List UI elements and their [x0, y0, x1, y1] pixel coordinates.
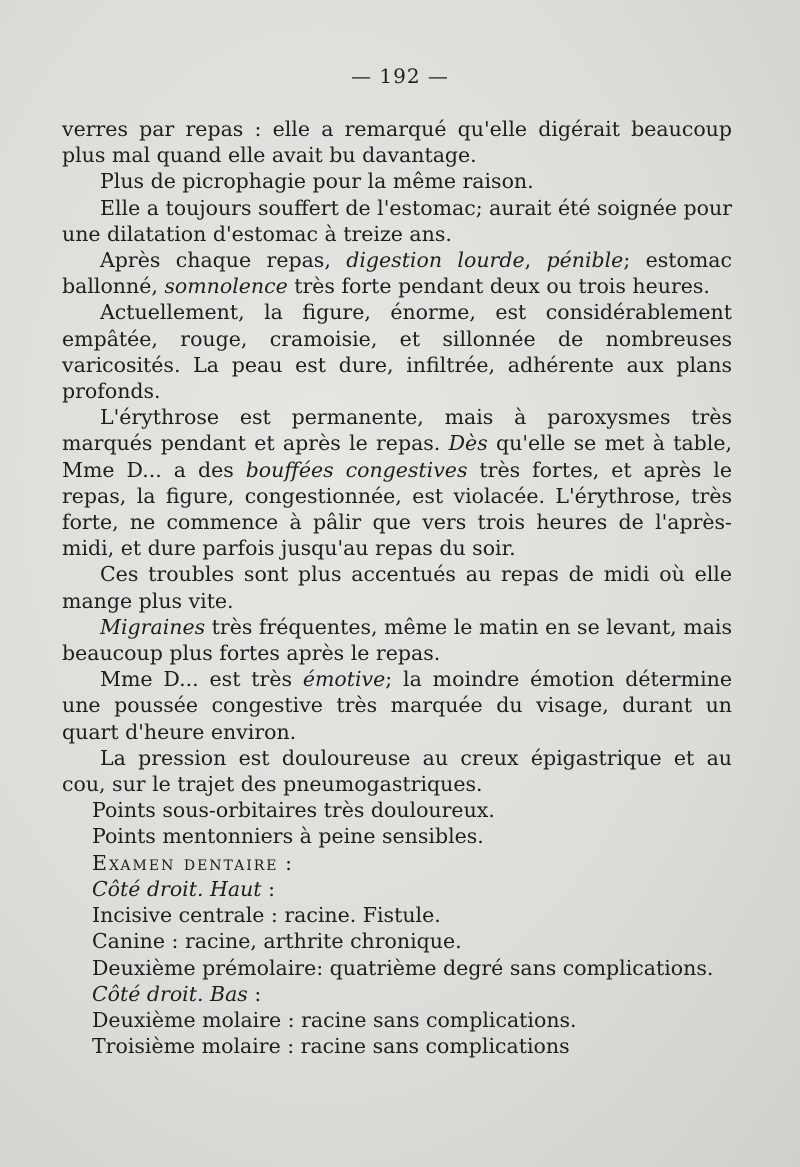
paragraph [62, 299, 732, 404]
paragraph [62, 850, 732, 876]
text-run: verres par repas : elle a remarqué qu'elle digérait beaucoup plus mal quand elle avait bu davantage. [62, 117, 732, 168]
italic-text: pénible [546, 248, 624, 273]
text-run: Actuellement, la figure, énorme, est considérablement empâtée, rouge, cramoisie, et sillonnée de nombreuses varicosités. La peau est dure, infiltrée, adhérente aux plans profonds. [62, 300, 732, 404]
text-run: Deuxième prémolaire: quatrième degré sans complications. [92, 955, 714, 980]
body-text [62, 116, 732, 1059]
paragraph [62, 1007, 732, 1033]
paragraph [62, 876, 732, 902]
text-run: Elle a toujours souffert de l'estomac; aurait été soignée pour une dilatation d'estomac à treize ans. [62, 195, 732, 246]
text-run: Mme D... est très [100, 667, 303, 692]
italic-text: Dès [448, 431, 488, 456]
italic-text: Côté droit. Bas [92, 981, 248, 1006]
paragraph [62, 823, 732, 849]
text-run: Points sous-orbitaires très douloureux. [92, 798, 495, 823]
text-run: très fréquentes, même le matin en se levant, mais beaucoup plus fortes après le repas. [62, 614, 732, 666]
italic-text: émotive [302, 667, 386, 692]
text-run: Incisive centrale : racine. Fistule. [92, 903, 441, 928]
text-run: Deuxième molaire : racine sans complications. [92, 1007, 577, 1032]
text-run: : [247, 981, 262, 1006]
paragraph [62, 981, 732, 1007]
text-run: très fortes, et après le repas, la figure, congestionnée, est violacée. L'érythrose, très forte, ne commence à pâlir que vers trois heures de l'après-midi, et dure parfois jusqu'au repas du soir. [62, 457, 732, 561]
paragraph [62, 745, 732, 797]
paragraph [62, 666, 732, 745]
text-run: ; la moindre émotion détermine une poussée congestive très marquée du visage, durant un quart d'heure environ. [62, 667, 732, 744]
paragraph [62, 168, 732, 194]
text-run: Ces troubles sont plus accentués au repas de midi où elle mange plus vite. [62, 562, 732, 613]
text-run: Points mentonniers à peine sensibles. [92, 824, 484, 849]
paragraph [62, 116, 732, 168]
paragraph [62, 195, 732, 247]
paragraph [62, 902, 732, 928]
text-run: : [278, 850, 292, 875]
paragraph [62, 928, 732, 954]
text-run: très forte pendant deux ou trois heures. [287, 274, 710, 299]
section-heading: Examen dentaire [92, 850, 279, 875]
text-run: : [261, 876, 275, 901]
text-run: La pression est douloureuse au creux épigastrique et au cou, sur le trajet des pneumogastriques. [62, 745, 732, 797]
italic-text: somnolence [164, 274, 288, 299]
paragraph [62, 955, 732, 981]
page-number: — 192 — [351, 64, 449, 88]
text-run: qu'elle se met à table, Mme D... a des [62, 431, 733, 482]
paragraph [62, 404, 732, 561]
italic-text: bouffées congestives [245, 457, 468, 482]
text-run: Canine : racine, arthrite chronique. [92, 929, 462, 954]
paragraph [62, 797, 732, 823]
italic-text: Migraines [100, 614, 206, 639]
text-run: Plus de picrophagie pour la même raison. [100, 169, 534, 194]
paragraph [62, 561, 732, 613]
italic-text: digestion lourde [346, 248, 525, 273]
text-run: , [524, 248, 547, 273]
text-run: ; estomac ballonné, [62, 248, 732, 299]
paragraph [62, 1033, 732, 1059]
text-run: Troisième molaire : racine sans complications [92, 1034, 570, 1059]
paragraph [62, 614, 732, 666]
text-run: L'érythrose est permanente, mais à paroxysmes très marqués pendant et après le repas. [62, 405, 732, 456]
paragraph [62, 247, 732, 299]
text-run: Après chaque repas, [100, 248, 347, 273]
italic-text: Côté droit. Haut [92, 876, 262, 901]
